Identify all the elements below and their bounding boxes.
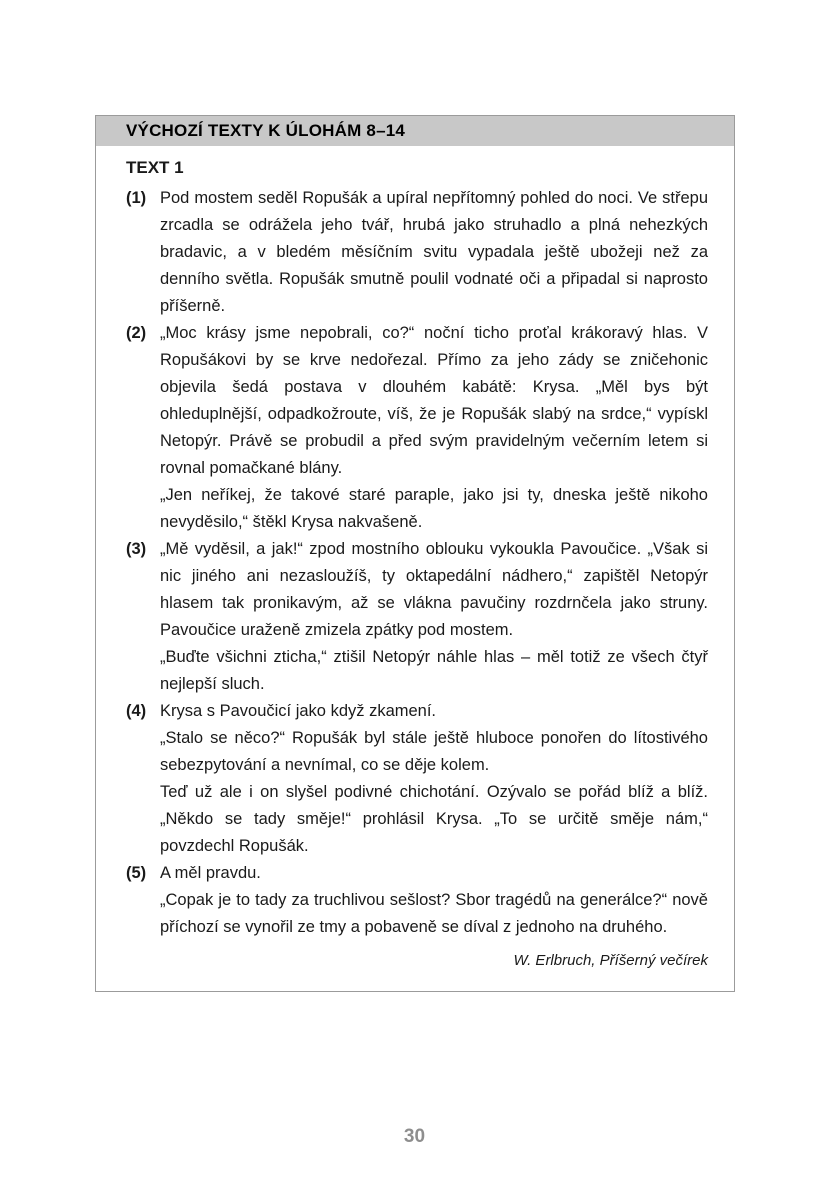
paragraph: „Buďte všichni zticha,“ ztišil Netopýr náhle hlas – měl totiž ze všech čtyř nejlepší sluch. (160, 648, 708, 693)
paragraph: „Moc krásy jsme nepobrali, co?“ noční ticho proťal krákoravý hlas. V Ropušákovi by se krve nedořezal. Přímo za jeho zády se zničehonic objevila šedá postava v dlouhém kabátě: Krysa. „Měl bys být ohleduplnější, odpadkožroute, víš, že je Ropušák slabý na srdce,“ vypískl Netopýr. Právě se probudil a před svým pravidelným večerním letem si rovnal pomačkané blány. (160, 324, 708, 477)
paragraph: A měl pravdu. (160, 864, 261, 882)
paragraph: „Stalo se něco?“ Ropušák byl stále ještě hluboce ponořen do lítostivého sebezpytování a nevnímal, co se děje kolem. (160, 729, 708, 774)
source-text-body (96, 146, 734, 991)
text-paragraph-group-3 (126, 536, 708, 698)
text-paragraph-group-5 (126, 860, 708, 941)
paragraph-texts (160, 320, 708, 536)
paragraph-number: (4) (126, 702, 147, 720)
text-paragraph-group-2 (126, 320, 708, 536)
paragraph: „Mě vyděsil, a jak!“ zpod mostního oblouku vykoukla Pavoučice. „Však si nic jiného ani nezasloužíš, ty oktapedální nádhero,“ zapištěl Netopýr hlasem tak pronikavým, až se vlákna pavučiny rozdrnčela jako struny. Pavoučice uraženě zmizela zpátky pod mostem. (160, 540, 708, 639)
section-header-title: VÝCHOZÍ TEXTY K ÚLOHÁM 8–14 (126, 121, 406, 140)
paragraph-texts (160, 536, 708, 698)
paragraph: Pod mostem seděl Ropušák a upíral nepřítomný pohled do noci. Ve střepu zrcadla se odrážela jeho tvář, hrubá jako struhadlo a plná nehezkých bradavic, a v bledém měsíčním svitu vypadala ještě ubožeji než za denního světla. Ropušák smutně poulil vodnaté oči a připadal si naprosto příšerně. (160, 189, 708, 315)
text-title: TEXT 1 (126, 158, 184, 177)
paragraph-texts (160, 185, 708, 320)
paragraph-number: (2) (126, 324, 147, 342)
text-paragraph-group-1 (126, 185, 708, 320)
paragraph-number: (1) (126, 189, 147, 207)
source-text-box (95, 115, 735, 992)
paragraph-texts (160, 860, 708, 941)
paragraph: „Jen neříkej, že takové staré paraple, jako jsi ty, dneska ještě nikoho nevyděsilo,“ štěkl Krysa nakvašeně. (160, 486, 708, 531)
paragraph: Krysa s Pavoučicí jako když zkamení. (160, 702, 437, 720)
paragraph: „Copak je to tady za truchlivou sešlost? Sbor tragédů na generálce?“ nově příchozí se vynořil ze tmy a pobaveně se díval z jednoho na druhého. (160, 891, 708, 936)
section-header (96, 116, 734, 146)
paragraph-number: (5) (126, 864, 147, 882)
page-number: 30 (403, 1126, 426, 1147)
source-attribution: W. Erlbruch, Příšerný večírek (513, 952, 708, 969)
text-paragraph-group-4 (126, 698, 708, 860)
paragraph-texts (160, 698, 708, 860)
paragraph-number: (3) (126, 540, 147, 558)
paragraph: Teď už ale i on slyšel podivné chichotání. Ozývalo se pořád blíž a blíž. „Někdo se tady směje!“ prohlásil Krysa. „To se určitě směje nám,“ povzdechl Ropušák. (160, 783, 708, 855)
